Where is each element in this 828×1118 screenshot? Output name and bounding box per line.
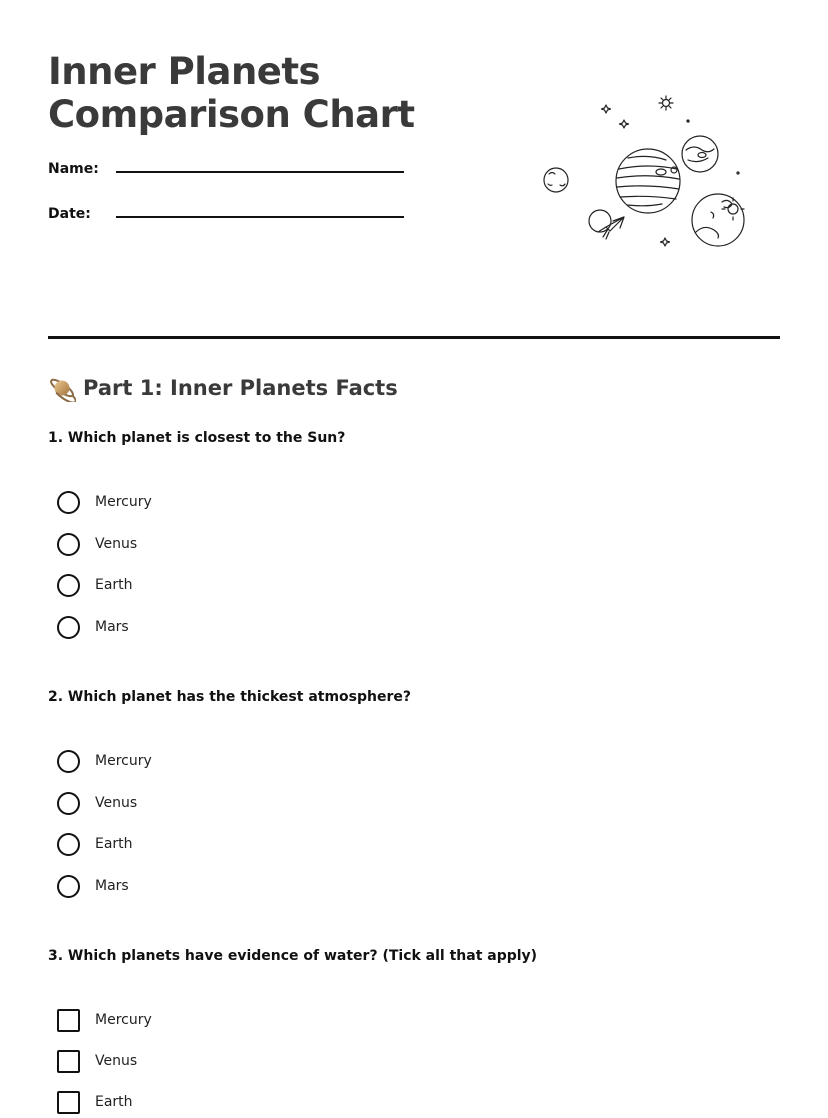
radio-button[interactable]: [57, 750, 80, 773]
date-label: Date:: [48, 206, 91, 222]
q2-option-venus[interactable]: [57, 790, 137, 816]
q3-option-mercury[interactable]: [57, 1007, 152, 1033]
date-field-row: [48, 205, 408, 229]
q3-option-earth[interactable]: [57, 1089, 133, 1115]
name-label: Name:: [48, 161, 99, 177]
name-field-row: [48, 160, 408, 184]
radio-button[interactable]: [57, 574, 80, 597]
radio-button[interactable]: [57, 875, 80, 898]
section-divider: [48, 336, 780, 339]
planets-rocket-illustration: [536, 92, 750, 252]
radio-button[interactable]: [57, 533, 80, 556]
option-label: Earth: [95, 836, 133, 852]
checkbox[interactable]: [57, 1050, 80, 1073]
q1-option-earth[interactable]: [57, 572, 133, 598]
q1-option-venus[interactable]: [57, 531, 137, 557]
q3-option-venus[interactable]: [57, 1048, 137, 1074]
option-label: Mercury: [95, 494, 152, 510]
question-1: 1. Which planet is closest to the Sun?: [48, 430, 346, 446]
question-3: 3. Which planets have evidence of water? (Tick all that apply): [48, 948, 538, 964]
checkbox[interactable]: [57, 1091, 80, 1114]
ringed-planet-icon: [48, 374, 76, 402]
option-label: Venus: [95, 536, 138, 552]
option-label: Mars: [95, 619, 129, 635]
radio-button[interactable]: [57, 833, 80, 856]
option-label: Mars: [95, 878, 129, 894]
name-write-line[interactable]: [116, 171, 404, 173]
worksheet-title: [48, 50, 415, 136]
part-1-title: Part 1: Inner Planets Facts: [83, 376, 398, 400]
q1-option-mars[interactable]: [57, 614, 129, 640]
q1-option-mercury[interactable]: [57, 489, 152, 515]
option-label: Earth: [95, 1094, 133, 1110]
option-label: Venus: [95, 795, 138, 811]
option-label: Mercury: [95, 1012, 152, 1028]
radio-button[interactable]: [57, 616, 80, 639]
q2-option-mars[interactable]: [57, 873, 129, 899]
question-2: 2. Which planet has the thickest atmosphere?: [48, 689, 411, 705]
option-label: Earth: [95, 577, 133, 593]
title-line-1: Inner Planets: [48, 50, 321, 93]
q2-option-earth[interactable]: [57, 831, 133, 857]
title-line-2: Comparison Chart: [48, 93, 415, 136]
part-1-heading: [48, 372, 398, 404]
q2-option-mercury[interactable]: [57, 748, 152, 774]
option-label: Mercury: [95, 753, 152, 769]
radio-button[interactable]: [57, 792, 80, 815]
checkbox[interactable]: [57, 1009, 80, 1032]
date-write-line[interactable]: [116, 216, 404, 218]
radio-button[interactable]: [57, 491, 80, 514]
option-label: Venus: [95, 1053, 138, 1069]
